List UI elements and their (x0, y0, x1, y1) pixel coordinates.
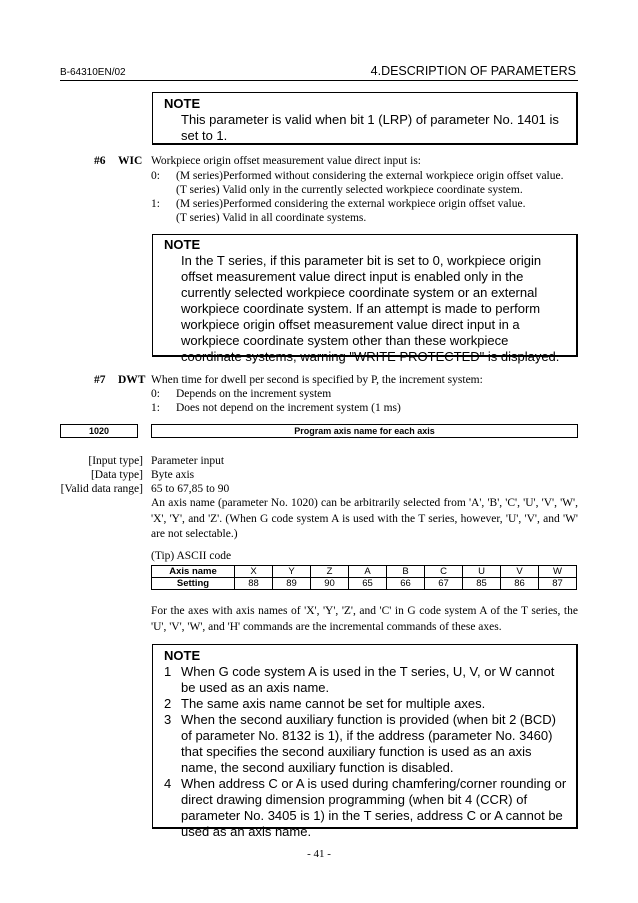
input-type-value: Parameter input (151, 455, 225, 467)
table-cell: 85 (463, 578, 501, 590)
ascii-code-table (151, 565, 577, 590)
param-name: Program axis name for each axis (151, 424, 578, 438)
list-item (164, 712, 569, 776)
note-box-axis-name (152, 644, 578, 839)
bit7-desc: When time for dwell per second is specified by P, the increment system: (151, 374, 483, 386)
note-box-lrp (152, 92, 578, 145)
note-line: This parameter is valid when bit 1 (LRP) of parameter No. 1401 is (181, 112, 559, 127)
note-box-wic (152, 234, 578, 364)
list-text: When G code system A is used in the T series, U, V, or W cannot be used as an axis name. (181, 664, 555, 695)
param-header (60, 424, 578, 438)
table-cell: 67 (425, 578, 463, 590)
bit7-label: #7 (94, 374, 106, 386)
table-cell: C (425, 566, 463, 578)
note-line: coordinate systems, warning "WRITE PROTECTED" is displayed. (181, 349, 560, 364)
table-cell: B (387, 566, 425, 578)
table-cell: W (539, 566, 577, 578)
note-line: workpiece coordinate system. If an attempt is made to perform (181, 301, 541, 316)
table-cell: Y (273, 566, 311, 578)
list-item (164, 696, 569, 712)
note-text (181, 112, 571, 144)
list-number: 4 (164, 776, 172, 791)
list-item (164, 664, 569, 696)
list-number: 2 (164, 696, 172, 711)
input-type-label: [Input type] (88, 455, 143, 467)
list-text: When address C or A is used during chamfering/corner rounding or direct drawing dimension programming (when bit 4 (CCR) of parameter No. 3405 is 1) in the T series, address C or A cannot be used as an axis name. (181, 776, 567, 839)
table-cell: 66 (387, 578, 425, 590)
bit7-opt1: Does not depend on the increment system (1 ms) (176, 402, 401, 414)
list-number: 1 (164, 664, 172, 679)
note-text (181, 253, 576, 365)
doc-id: B-64310EN/02 (60, 67, 126, 78)
row-head: Setting (152, 578, 235, 590)
note-title: NOTE (164, 648, 201, 663)
bit7-opt0-key: 0: (151, 388, 160, 400)
note-line: set to 1. (181, 128, 228, 143)
note-title: NOTE (164, 237, 201, 252)
list-item (164, 776, 569, 840)
bit6-desc: Workpiece origin offset measurement value direct input is: (151, 155, 421, 167)
bit6-opt0-t: (T series) Valid only in the currently selected workpiece coordinate system. (176, 184, 523, 196)
list-number: 3 (164, 712, 172, 727)
valid-range-value: 65 to 67,85 to 90 (151, 483, 230, 495)
section-title: 4.DESCRIPTION OF PARAMETERS (370, 64, 576, 78)
note-line: currently selected workpiece coordinate system or an external (181, 285, 538, 300)
list-text: When the second auxiliary function is provided (when bit 2 (BCD) of parameter No. 8132 is 1), if the address (parameter No. 3460) that specifies the second auxiliary function is used as an axis name, the second auxiliary function is disabled. (181, 712, 557, 775)
note-line: offset measurement value direct input is enabled only in the (181, 269, 524, 284)
table-cell: 88 (235, 578, 273, 590)
table-row (152, 578, 577, 590)
note-line: workpiece origin offset measurement value direct input in a (181, 317, 520, 332)
bit6-opt0-key: 0: (151, 170, 160, 182)
table-cell: 89 (273, 578, 311, 590)
table-cell: 90 (311, 578, 349, 590)
row-head: Axis name (152, 566, 235, 578)
note-title: NOTE (164, 96, 201, 111)
bit6-label: #6 (94, 155, 106, 167)
table-cell: U (463, 566, 501, 578)
table-cell: A (349, 566, 387, 578)
axis-name-paragraph: An axis name (parameter No. 1020) can be arbitrarily selected from 'A', 'B', 'C', 'U', 'V', 'W', 'X', 'Y', and 'Z'. (When G code system A is used with the T series, however, 'U', 'V', and 'W' are not selectable.) (151, 497, 578, 540)
tip-label: (Tip) ASCII code (151, 550, 232, 562)
header-rule (60, 80, 578, 81)
table-cell: 87 (539, 578, 577, 590)
valid-range-label: [Valid data range] (60, 483, 143, 495)
bit7-name: DWT (118, 374, 146, 386)
bit6-opt0-m: (M series)Performed without considering the external workpiece origin offset value. (176, 170, 564, 182)
data-type-label: [Data type] (90, 469, 143, 481)
table-cell: Z (311, 566, 349, 578)
incremental-commands-paragraph: For the axes with axis names of 'X', 'Y', 'Z', and 'C' in G code system A of the T series, the 'U', 'V', 'W', and 'H' commands are the incremental commands of these axes. (151, 605, 578, 633)
bit7-opt1-key: 1: (151, 402, 160, 414)
note-list (164, 664, 569, 840)
bit7-opt0: Depends on the increment system (176, 388, 332, 400)
note-line: workpiece coordinate system other than these workpiece (181, 333, 509, 348)
table-row (152, 566, 577, 578)
table-cell: X (235, 566, 273, 578)
bit6-opt1-key: 1: (151, 198, 160, 210)
bit6-opt1-m: (M series)Performed considering the external workpiece origin offset value. (176, 198, 526, 210)
bit6-name: WIC (118, 155, 143, 167)
table-cell: 65 (349, 578, 387, 590)
param-number: 1020 (60, 424, 138, 438)
note-line: In the T series, if this parameter bit is set to 0, workpiece origin (181, 253, 542, 268)
table-cell: 86 (501, 578, 539, 590)
bit6-opt1-t: (T series) Valid in all coordinate systems. (176, 212, 367, 224)
page-number: - 41 - (307, 848, 331, 860)
table-cell: V (501, 566, 539, 578)
list-text: The same axis name cannot be set for multiple axes. (181, 696, 486, 711)
data-type-value: Byte axis (151, 469, 195, 481)
